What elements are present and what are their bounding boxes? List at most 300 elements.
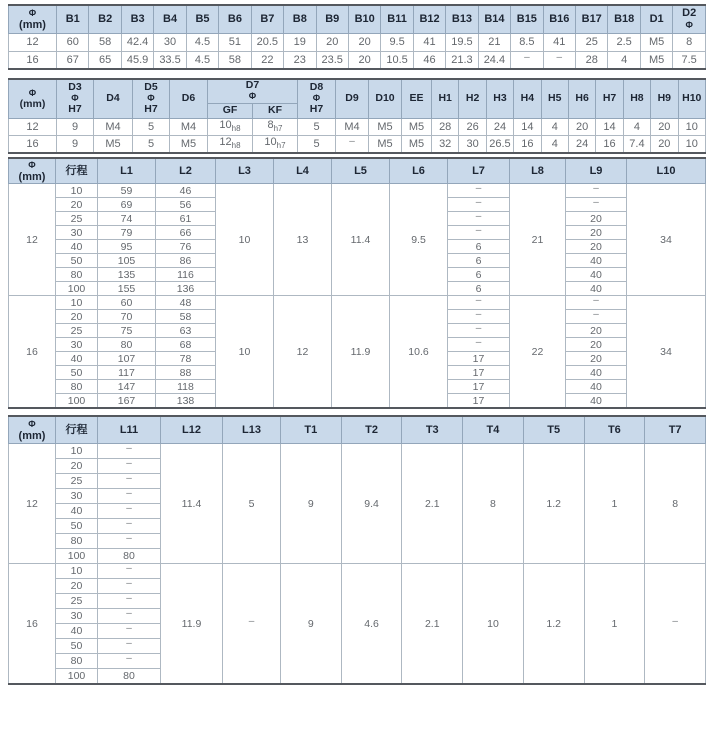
L11-cell: – [98,519,161,534]
value-cell: 2.5 [608,33,640,51]
L2-cell: 61 [156,212,216,226]
L2-cell: 66 [156,226,216,240]
value-cell: 10 [678,135,705,153]
value-cell: 20 [651,135,678,153]
table-l-dimensions [8,157,706,409]
L2-cell: 116 [156,268,216,282]
L3-cell: 10 [216,296,274,408]
header-cell: B7 [251,5,283,33]
L11-cell: 80 [98,669,161,684]
stroke-cell: 40 [56,504,98,519]
stroke-cell: 30 [56,338,98,352]
L7-cell: 17 [448,366,510,380]
table-l-t-dimensions [8,415,706,685]
L2-cell: 86 [156,254,216,268]
header-cell: L12 [161,416,223,444]
T7-cell: 8 [645,444,706,564]
header-cell: D8 Φ H7 [298,79,336,118]
table-row [9,184,706,198]
header-cell: L8 [510,158,566,184]
header-cell: D10 [369,79,402,118]
L9-cell: – [566,184,627,198]
L7-cell: 6 [448,254,510,268]
stroke-cell: 50 [56,254,98,268]
table-row [9,51,706,69]
value-cell: 20 [651,118,678,135]
header-cell: Φ (mm) [9,79,57,118]
value-cell: 4.5 [186,51,218,69]
header-cell: B6 [219,5,251,33]
T7-cell: – [645,564,706,684]
value-cell: 65 [89,51,121,69]
value-cell: 20 [316,33,348,51]
L10-cell: 34 [627,296,706,408]
value-cell: 20 [348,33,380,51]
header-cell: L2 [156,158,216,184]
L7-cell: – [448,184,510,198]
value-cell: 7.4 [623,135,650,153]
value-cell: 16 [9,51,57,69]
L6-cell: 10.6 [390,296,448,408]
stroke-cell: 25 [56,324,98,338]
T1-cell: 9 [281,444,342,564]
header-cell: B1 [57,5,89,33]
T3-cell: 2.1 [402,444,463,564]
bore-cell: 12 [9,444,56,564]
L7-cell: – [448,212,510,226]
T1-cell: 9 [281,564,342,684]
L12-cell: 11.9 [161,564,223,684]
L10-cell: 34 [627,184,706,296]
L7-cell: 17 [448,380,510,394]
T4-cell: 10 [463,564,524,684]
value-cell: 33.5 [154,51,186,69]
value-cell: M5 [640,51,672,69]
L1-cell: 167 [98,394,156,408]
header-cell: 行程 [56,158,98,184]
L9-cell: 20 [566,338,627,352]
header-cell: L3 [216,158,274,184]
L7-cell: – [448,324,510,338]
L2-cell: 48 [156,296,216,310]
header-cell: T5 [523,416,584,444]
value-cell: 24.4 [478,51,510,69]
stroke-cell: 20 [56,310,98,324]
header-cell: L9 [566,158,627,184]
value-cell: 4 [541,118,568,135]
L9-cell: 20 [566,226,627,240]
L7-cell: 17 [448,352,510,366]
stroke-cell: 40 [56,240,98,254]
L11-cell: – [98,624,161,639]
L11-cell: – [98,579,161,594]
value-cell: 30 [459,135,486,153]
stroke-cell: 100 [56,549,98,564]
stroke-cell: 10 [56,444,98,459]
value-cell: M5 [369,135,402,153]
L9-cell: – [566,310,627,324]
L11-cell: – [98,639,161,654]
header-cell: B13 [446,5,478,33]
table-row [9,118,706,135]
header-cell: B3 [121,5,153,33]
header-cell: B15 [511,5,543,33]
header-cell: Φ (mm) [9,158,56,184]
header-cell: H7 [596,79,623,118]
value-cell: 16 [514,135,541,153]
value-cell: – [543,51,575,69]
L11-cell: – [98,564,161,579]
L11-cell: – [98,504,161,519]
header-cell: D6 [170,79,208,118]
L1-cell: 79 [98,226,156,240]
header-cell: D1 [640,5,672,33]
value-cell: – [336,135,369,153]
L13-cell: – [223,564,281,684]
L2-cell: 136 [156,282,216,296]
value-cell: 4 [608,51,640,69]
T5-cell: 1.2 [523,444,584,564]
L9-cell: 40 [566,282,627,296]
L7-cell: 17 [448,394,510,408]
L1-cell: 147 [98,380,156,394]
L1-cell: 117 [98,366,156,380]
value-cell: 26 [459,118,486,135]
L13-cell: 5 [223,444,281,564]
L6-cell: 9.5 [390,184,448,296]
T3-cell: 2.1 [402,564,463,684]
stroke-cell: 50 [56,639,98,654]
stroke-cell: 80 [56,268,98,282]
header-cell: B17 [576,5,608,33]
value-cell: 8.5 [511,33,543,51]
stroke-cell: 25 [56,474,98,489]
value-cell: 19 [284,33,316,51]
bore-cell: 16 [9,564,56,684]
L11-cell: 80 [98,549,161,564]
L7-cell: 6 [448,268,510,282]
value-cell: M4 [94,118,133,135]
header-cell: L13 [223,416,281,444]
bore-cell: 16 [9,296,56,408]
header-cell: Φ (mm) [9,5,57,33]
header-cell: H6 [568,79,595,118]
L7-cell: – [448,338,510,352]
header-cell: B12 [413,5,445,33]
header-cell: B2 [89,5,121,33]
L7-cell: – [448,226,510,240]
L11-cell: – [98,489,161,504]
value-cell: M5 [640,33,672,51]
header-cell: H10 [678,79,705,118]
value-cell: 10 [678,118,705,135]
L4-cell: 12 [274,296,332,408]
value-cell: 30 [154,33,186,51]
header-cell: B8 [284,5,316,33]
L1-cell: 135 [98,268,156,282]
header-cell: D2 Φ [673,5,706,33]
value-cell: 9.5 [381,33,413,51]
table-row [9,33,706,51]
L9-cell: 20 [566,324,627,338]
L9-cell: 40 [566,366,627,380]
value-cell: M5 [170,135,208,153]
L2-cell: 88 [156,366,216,380]
T6-cell: 1 [584,444,645,564]
header-cell: D5 Φ H7 [133,79,170,118]
header-cell: B16 [543,5,575,33]
L9-cell: 40 [566,254,627,268]
value-cell: 14 [596,118,623,135]
header-cell: B9 [316,5,348,33]
L1-cell: 60 [98,296,156,310]
stroke-cell: 20 [56,579,98,594]
L9-cell: 20 [566,212,627,226]
value-cell: 5 [133,118,170,135]
value-cell: 67 [57,51,89,69]
L1-cell: 59 [98,184,156,198]
stroke-cell: 80 [56,534,98,549]
L2-cell: 118 [156,380,216,394]
L11-cell: – [98,609,161,624]
value-cell: 26.5 [486,135,513,153]
stroke-cell: 30 [56,489,98,504]
value-cell: 8 [673,33,706,51]
value-cell: 28 [432,118,459,135]
header-cell: B4 [154,5,186,33]
stroke-cell: 80 [56,654,98,669]
L1-cell: 74 [98,212,156,226]
value-cell: 23 [284,51,316,69]
header-cell: L4 [274,158,332,184]
table-row [9,444,706,459]
value-cell: 42.4 [121,33,153,51]
value-cell: M5 [402,135,432,153]
value-cell: M4 [170,118,208,135]
value-cell: 21 [478,33,510,51]
value-cell: 23.5 [316,51,348,69]
stroke-cell: 10 [56,296,98,310]
stroke-cell: 20 [56,198,98,212]
L11-cell: – [98,474,161,489]
value-cell: 14 [514,118,541,135]
header-cell: L7 [448,158,510,184]
value-cell: 25 [576,33,608,51]
L2-cell: 63 [156,324,216,338]
stroke-cell: 25 [56,594,98,609]
header-cell: T1 [281,416,342,444]
L3-cell: 10 [216,184,274,296]
T2-cell: 9.4 [341,444,402,564]
header-cell: H8 [623,79,650,118]
stroke-cell: 80 [56,380,98,394]
stroke-cell: 10 [56,184,98,198]
stroke-cell: 30 [56,609,98,624]
header-cell: D3 Φ H7 [57,79,94,118]
header-cell: T4 [463,416,524,444]
T2-cell: 4.6 [341,564,402,684]
value-cell: $10_{h8}$ [208,118,253,135]
L9-cell: – [566,296,627,310]
value-cell: 5 [298,135,336,153]
stroke-cell: 100 [56,669,98,684]
L1-cell: 75 [98,324,156,338]
stroke-cell: 40 [56,352,98,366]
value-cell: 5 [298,118,336,135]
value-cell: 5 [133,135,170,153]
L9-cell: 40 [566,394,627,408]
value-cell: 45.9 [121,51,153,69]
value-cell: 58 [89,33,121,51]
value-cell: $12_{h8}$ [208,135,253,153]
value-cell: 28 [576,51,608,69]
stroke-cell: 50 [56,519,98,534]
value-cell: 24 [568,135,595,153]
value-cell: 22 [251,51,283,69]
L7-cell: – [448,296,510,310]
L2-cell: 76 [156,240,216,254]
L2-cell: 46 [156,184,216,198]
table-row [9,564,706,579]
table-row [9,296,706,310]
header-cell: L6 [390,158,448,184]
L1-cell: 70 [98,310,156,324]
L1-cell: 69 [98,198,156,212]
value-cell: 41 [543,33,575,51]
stroke-cell: 30 [56,226,98,240]
value-cell: M4 [336,118,369,135]
L9-cell: 40 [566,380,627,394]
header-cell: B11 [381,5,413,33]
header-cell: T7 [645,416,706,444]
value-cell: 21.3 [446,51,478,69]
header-cell: T3 [402,416,463,444]
L1-cell: 107 [98,352,156,366]
header-cell: EE [402,79,432,118]
header-cell: D9 [336,79,369,118]
header-cell: D4 [94,79,133,118]
value-cell: 58 [219,51,251,69]
value-cell: 46 [413,51,445,69]
T4-cell: 8 [463,444,524,564]
L7-cell: – [448,310,510,324]
table-d-h-dimensions [8,78,706,154]
stroke-cell: 50 [56,366,98,380]
value-cell: M5 [369,118,402,135]
value-cell: 7.5 [673,51,706,69]
header-cell: H2 [459,79,486,118]
header-cell: Φ (mm) [9,416,56,444]
L8-cell: 22 [510,296,566,408]
L7-cell: – [448,198,510,212]
header-cell: B18 [608,5,640,33]
L4-cell: 13 [274,184,332,296]
stroke-cell: 40 [56,624,98,639]
value-cell: 16 [9,135,57,153]
value-cell: 4 [623,118,650,135]
L7-cell: 6 [448,282,510,296]
header-cell: L10 [627,158,706,184]
header-cell: L1 [98,158,156,184]
sub-header-cell: KF [253,103,298,118]
L1-cell: 80 [98,338,156,352]
stroke-cell: 25 [56,212,98,226]
value-cell: – [511,51,543,69]
value-cell: 24 [486,118,513,135]
value-cell: 12 [9,118,57,135]
sub-header-cell: GF [208,103,253,118]
L1-cell: 105 [98,254,156,268]
header-cell: T6 [584,416,645,444]
L9-cell: 40 [566,268,627,282]
value-cell: M5 [402,118,432,135]
L2-cell: 138 [156,394,216,408]
group-header-cell: D7 Φ [208,79,298,103]
header-cell: L11 [98,416,161,444]
stroke-cell: 100 [56,394,98,408]
L1-cell: 155 [98,282,156,296]
L9-cell: 20 [566,352,627,366]
value-cell: 20.5 [251,33,283,51]
value-cell: 20 [348,51,380,69]
L2-cell: 68 [156,338,216,352]
value-cell: 9 [57,135,94,153]
L1-cell: 95 [98,240,156,254]
T5-cell: 1.2 [523,564,584,684]
L11-cell: – [98,534,161,549]
header-cell: T2 [341,416,402,444]
value-cell: 32 [432,135,459,153]
value-cell: 60 [57,33,89,51]
L2-cell: 78 [156,352,216,366]
L7-cell: 6 [448,240,510,254]
header-cell: H3 [486,79,513,118]
L2-cell: 58 [156,310,216,324]
header-cell: H4 [514,79,541,118]
L9-cell: – [566,198,627,212]
stroke-cell: 100 [56,282,98,296]
bore-cell: 12 [9,184,56,296]
value-cell: 41 [413,33,445,51]
value-cell: $8_{h7}$ [253,118,298,135]
value-cell: $10_{h7}$ [253,135,298,153]
L11-cell: – [98,444,161,459]
L8-cell: 21 [510,184,566,296]
value-cell: 51 [219,33,251,51]
value-cell: 12 [9,33,57,51]
header-cell: B10 [348,5,380,33]
header-cell: B14 [478,5,510,33]
value-cell: 19.5 [446,33,478,51]
L5-cell: 11.9 [332,296,390,408]
L11-cell: – [98,594,161,609]
L11-cell: – [98,654,161,669]
header-cell: L5 [332,158,390,184]
L5-cell: 11.4 [332,184,390,296]
L11-cell: – [98,459,161,474]
stroke-cell: 20 [56,459,98,474]
table-row [9,135,706,153]
L2-cell: 56 [156,198,216,212]
L9-cell: 20 [566,240,627,254]
value-cell: 16 [596,135,623,153]
value-cell: 20 [568,118,595,135]
header-cell: 行程 [56,416,98,444]
T6-cell: 1 [584,564,645,684]
L12-cell: 11.4 [161,444,223,564]
table-b-dimensions [8,4,706,70]
value-cell: 10.5 [381,51,413,69]
